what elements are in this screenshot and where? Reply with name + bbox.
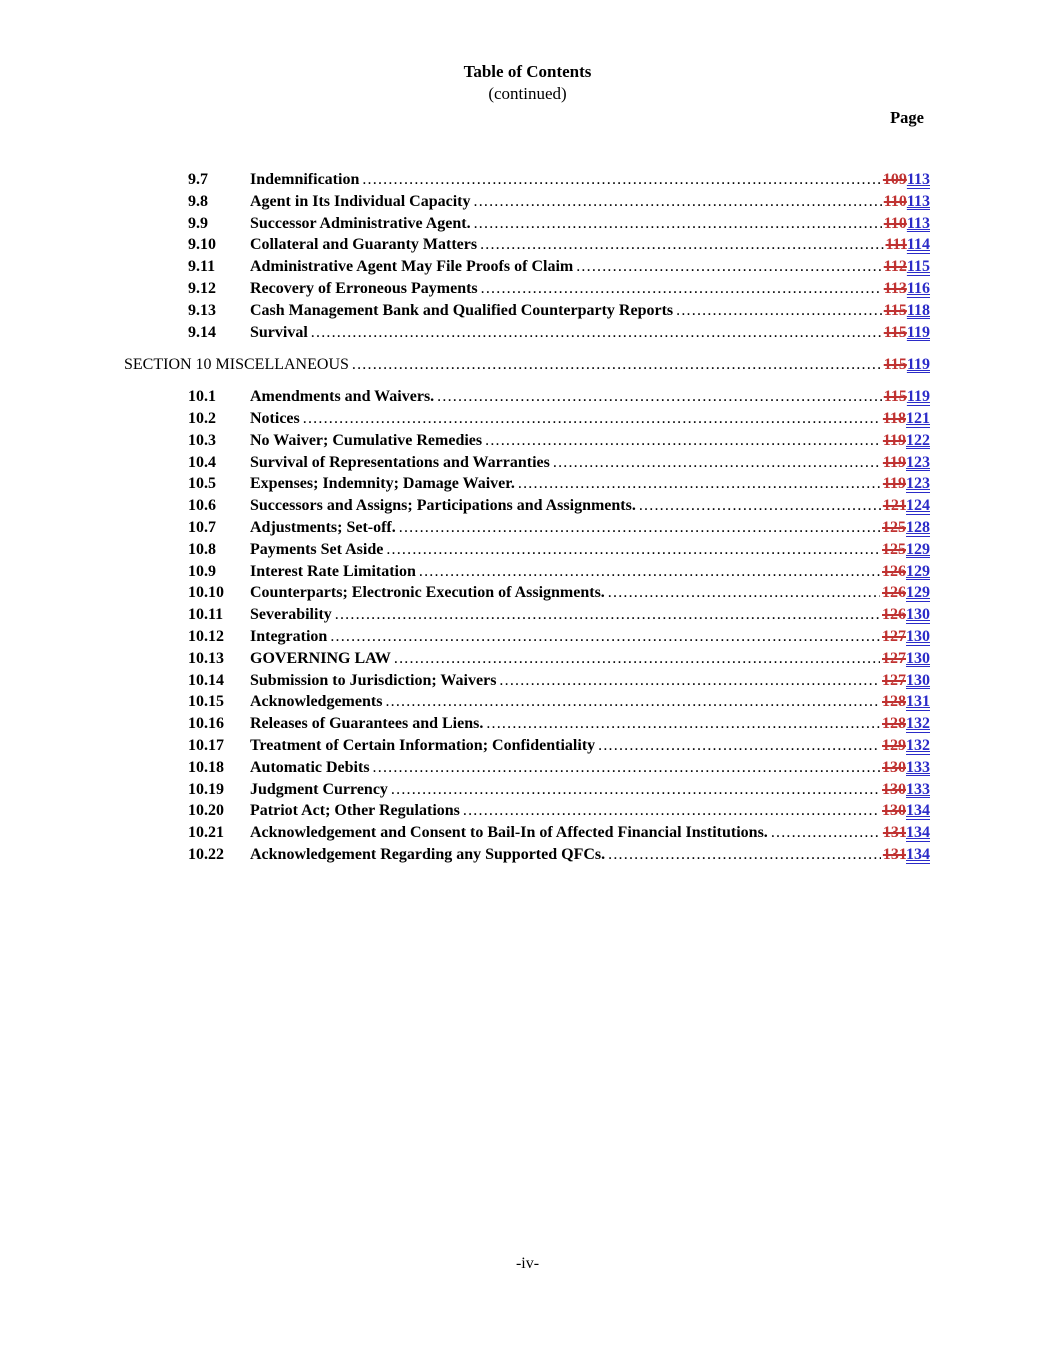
inserted-page-number: 123 (906, 453, 930, 471)
inserted-page-number: 118 (906, 301, 930, 319)
section-number: 10.19 (188, 780, 224, 798)
entry-title: Acknowledgement and Consent to Bail-In of Affected Financial Institutions. (250, 824, 768, 842)
toc-item-row (124, 539, 930, 561)
inserted-page-number: 124 (906, 497, 930, 515)
dot-leader (437, 386, 882, 408)
section-number: 10.3 (188, 431, 216, 449)
page-numbers (883, 452, 930, 474)
entry-title: No Waiver; Cumulative Remedies (250, 431, 483, 449)
dot-leader (399, 517, 880, 539)
deleted-page-number: 130 (882, 758, 906, 776)
page-numbers (883, 822, 930, 844)
inserted-page-number: 114 (906, 236, 930, 254)
toc-item-row (124, 626, 930, 648)
dot-leader (352, 354, 882, 376)
inserted-page-number: 128 (906, 518, 930, 536)
toc-item-row (124, 191, 930, 213)
page-numbers (882, 626, 930, 648)
page-numbers (882, 779, 930, 801)
dot-leader (463, 800, 880, 822)
entry-title: Acknowledgements (250, 693, 383, 711)
dot-leader (386, 539, 880, 561)
toc-item-row (124, 844, 930, 866)
section-number: 9.10 (188, 236, 216, 254)
section-number: 10.8 (188, 540, 216, 558)
deleted-page-number: 129 (882, 736, 906, 754)
page-subtitle: (continued) (488, 84, 567, 103)
dot-leader (362, 169, 881, 191)
deleted-page-number: 126 (882, 606, 906, 624)
page-numbers (883, 495, 930, 517)
deleted-page-number: 130 (882, 802, 906, 820)
toc-item-row (124, 322, 930, 344)
page-numbers (882, 561, 930, 583)
section-number: 9.11 (188, 258, 216, 276)
deleted-page-number: 115 (883, 323, 907, 341)
entry-title: Releases of Guarantees and Liens. (250, 715, 484, 733)
dot-leader (576, 256, 882, 278)
section-number: 9.8 (188, 192, 208, 210)
section-number: 10.18 (188, 758, 224, 776)
inserted-page-number: 134 (906, 845, 930, 863)
section-number: 10.13 (188, 649, 224, 667)
dot-leader (608, 582, 880, 604)
toc-item-row (124, 408, 930, 430)
section-number: 9.13 (188, 301, 216, 319)
section-number: 10.21 (188, 824, 224, 842)
toc-item-row (124, 691, 930, 713)
toc-item-row (124, 670, 930, 692)
page-numbers (884, 256, 930, 278)
toc-section-heading-row (124, 354, 930, 376)
toc-item-row (124, 234, 930, 256)
toc-item-row (124, 256, 930, 278)
section-number: 10.22 (188, 845, 224, 863)
deleted-page-number: 115 (883, 388, 907, 406)
page-numbers (882, 691, 930, 713)
entry-title: Survival (250, 323, 308, 341)
section-heading-title: SECTION 10 MISCELLANEOUS (124, 355, 349, 373)
deleted-page-number: 131 (882, 845, 906, 863)
page-numbers (884, 191, 930, 213)
dot-leader (419, 561, 880, 583)
toc-list (124, 169, 930, 866)
dot-leader (771, 822, 881, 844)
deleted-page-number: 119 (882, 453, 906, 471)
entry-title: Expenses; Indemnity; Damage Waiver. (250, 475, 515, 493)
deleted-page-number: 118 (882, 409, 906, 427)
inserted-page-number: 130 (906, 627, 930, 645)
dot-leader (499, 670, 880, 692)
inserted-page-number: 129 (906, 540, 930, 558)
deleted-page-number: 126 (882, 584, 906, 602)
page-numbers (884, 278, 930, 300)
inserted-page-number: 130 (906, 649, 930, 667)
dot-leader (598, 735, 880, 757)
page-numbers (882, 713, 930, 735)
entry-title: Indemnification (250, 171, 360, 188)
entry-title: Collateral and Guaranty Matters (250, 236, 478, 254)
section-number: 9.14 (188, 323, 216, 341)
section-number: 10.5 (188, 475, 216, 493)
inserted-page-number: 130 (906, 606, 930, 624)
toc-item-row (124, 800, 930, 822)
entry-title: Automatic Debits (250, 758, 370, 776)
entry-title: Adjustments; Set-off. (250, 518, 396, 536)
inserted-page-number: 119 (906, 323, 930, 341)
section-number: 10.15 (188, 693, 224, 711)
page-numbers (884, 322, 930, 344)
page-numbers (883, 473, 930, 495)
dot-leader (486, 713, 880, 735)
page-numbers (884, 386, 930, 408)
entry-title: Judgment Currency (250, 780, 388, 798)
deleted-page-number: 115 (883, 355, 907, 373)
page-numbers (882, 539, 930, 561)
entry-title: Submission to Jurisdiction; Waivers (250, 671, 497, 689)
dot-leader (639, 495, 881, 517)
deleted-page-number: 128 (882, 715, 906, 733)
inserted-page-number: 129 (906, 562, 930, 580)
entry-title: Amendments and Waivers. (250, 388, 435, 406)
deleted-page-number: 127 (882, 627, 906, 645)
entry-title: Agent in Its Individual Capacity (250, 192, 471, 210)
deleted-page-number: 110 (883, 214, 907, 232)
deleted-page-number: 110 (883, 192, 907, 210)
section-number: 10.4 (188, 453, 216, 471)
dot-leader (518, 473, 881, 495)
page-numbers (884, 213, 930, 235)
toc-item-row (124, 604, 930, 626)
inserted-page-number: 116 (906, 279, 930, 297)
entry-title: Interest Rate Limitation (250, 562, 416, 580)
entry-title: Administrative Agent May File Proofs of Claim (250, 258, 574, 276)
section-number: 10.2 (188, 409, 216, 427)
deleted-page-number: 115 (883, 301, 907, 319)
toc-item-row (124, 495, 930, 517)
toc-item-row (124, 517, 930, 539)
entry-title: Successor Administrative Agent. (250, 214, 471, 232)
section-number: 10.17 (188, 736, 224, 754)
page-numbers (882, 735, 930, 757)
page-numbers (886, 234, 930, 256)
entry-title: Severability (250, 606, 332, 624)
page-numbers (882, 648, 930, 670)
dot-leader (485, 430, 881, 452)
page-numbers (882, 670, 930, 692)
entry-title: Notices (250, 409, 300, 427)
toc-item-row (124, 430, 930, 452)
toc-item-row (124, 473, 930, 495)
deleted-page-number: 127 (882, 671, 906, 689)
dot-leader (481, 278, 882, 300)
dot-leader (608, 844, 881, 866)
toc-item-row (124, 386, 930, 408)
page-title: Table of Contents (463, 62, 592, 81)
entry-title: GOVERNING LAW (250, 649, 391, 667)
page-numbers (884, 300, 930, 322)
entry-title: Payments Set Aside (250, 540, 384, 558)
dot-leader (335, 604, 880, 626)
section-number: 10.6 (188, 497, 216, 515)
entry-title: Counterparts; Electronic Execution of Assignments. (250, 584, 605, 602)
page-numbers (883, 169, 930, 191)
toc-item-row (124, 648, 930, 670)
deleted-page-number: 111 (885, 236, 907, 254)
section-number: 10.16 (188, 715, 224, 733)
deleted-page-number: 119 (882, 475, 906, 493)
entry-title: Integration (250, 627, 328, 645)
section-number: 10.1 (188, 388, 216, 406)
page-numbers (882, 517, 930, 539)
deleted-page-number: 119 (882, 431, 906, 449)
inserted-page-number: 113 (906, 171, 930, 188)
toc-item-row (124, 213, 930, 235)
section-number: 10.12 (188, 627, 224, 645)
page-numbers (883, 408, 930, 430)
deleted-page-number: 127 (882, 649, 906, 667)
entry-title: Acknowledgement Regarding any Supported QFCs. (250, 845, 606, 863)
page-column-label: Page (890, 108, 924, 127)
toc-item-row (124, 713, 930, 735)
inserted-page-number: 119 (906, 355, 930, 373)
page-numbers (882, 757, 930, 779)
toc-item-row (124, 561, 930, 583)
deleted-page-number: 109 (882, 171, 907, 188)
inserted-page-number: 129 (906, 584, 930, 602)
deleted-page-number: 121 (882, 497, 906, 515)
section-number: 10.14 (188, 671, 224, 689)
dot-leader (311, 322, 882, 344)
toc-item-row (124, 278, 930, 300)
page-numbers (882, 604, 930, 626)
inserted-page-number: 113 (906, 192, 930, 210)
dot-leader (480, 234, 883, 256)
dot-leader (676, 300, 882, 322)
section-number: 9.7 (188, 171, 208, 188)
entry-title: Patriot Act; Other Regulations (250, 802, 460, 820)
dot-leader (303, 408, 881, 430)
section-number: 10.7 (188, 518, 216, 536)
section-number: 10.9 (188, 562, 216, 580)
page-numbers (882, 582, 930, 604)
section-number: 9.12 (188, 279, 216, 297)
inserted-page-number: 131 (906, 693, 930, 711)
section-number: 10.11 (188, 606, 224, 624)
toc-item-row (124, 779, 930, 801)
inserted-page-number: 133 (906, 780, 930, 798)
inserted-page-number: 121 (906, 409, 930, 427)
page-numbers (883, 430, 930, 452)
footer-page-number: -iv- (515, 1255, 540, 1272)
inserted-page-number: 134 (906, 824, 930, 842)
section-number: 9.9 (188, 214, 208, 232)
entry-title: Successors and Assigns; Participations and Assignments. (250, 497, 636, 515)
dot-leader (385, 691, 880, 713)
dot-leader (394, 648, 880, 670)
toc-item-row (124, 757, 930, 779)
inserted-page-number: 130 (906, 671, 930, 689)
deleted-page-number: 131 (882, 824, 906, 842)
toc-item-row (124, 582, 930, 604)
dot-leader (553, 452, 881, 474)
toc-item-row (124, 822, 930, 844)
section-number: 10.20 (188, 802, 224, 820)
toc-item-row (124, 300, 930, 322)
inserted-page-number: 132 (906, 715, 930, 733)
inserted-page-number: 113 (906, 214, 930, 232)
dot-leader (474, 191, 882, 213)
inserted-page-number: 134 (906, 802, 930, 820)
inserted-page-number: 133 (906, 758, 930, 776)
entry-title: Survival of Representations and Warranties (250, 453, 550, 471)
deleted-page-number: 113 (883, 279, 907, 297)
inserted-page-number: 123 (906, 475, 930, 493)
entry-title: Cash Management Bank and Qualified Counterparty Reports (250, 301, 674, 319)
deleted-page-number: 128 (882, 693, 906, 711)
toc-item-row (124, 735, 930, 757)
toc-item-row (124, 452, 930, 474)
toc-item-row (124, 169, 930, 191)
toc-header (0, 0, 1055, 129)
dot-leader (330, 626, 880, 648)
entry-title: Recovery of Erroneous Payments (250, 279, 478, 297)
dot-leader (474, 213, 882, 235)
deleted-page-number: 125 (882, 540, 906, 558)
section-number: 10.10 (188, 584, 224, 602)
inserted-page-number: 122 (906, 431, 930, 449)
deleted-page-number: 130 (882, 780, 906, 798)
dot-leader (391, 779, 880, 801)
inserted-page-number: 132 (906, 736, 930, 754)
inserted-page-number: 119 (906, 388, 930, 406)
page-numbers (882, 800, 930, 822)
entry-title: Treatment of Certain Information; Confidentiality (250, 736, 596, 754)
deleted-page-number: 126 (882, 562, 906, 580)
deleted-page-number: 112 (883, 258, 907, 276)
page-numbers (884, 354, 930, 376)
deleted-page-number: 125 (882, 518, 906, 536)
inserted-page-number: 115 (906, 258, 930, 276)
page-numbers (883, 844, 930, 866)
dot-leader (373, 757, 880, 779)
